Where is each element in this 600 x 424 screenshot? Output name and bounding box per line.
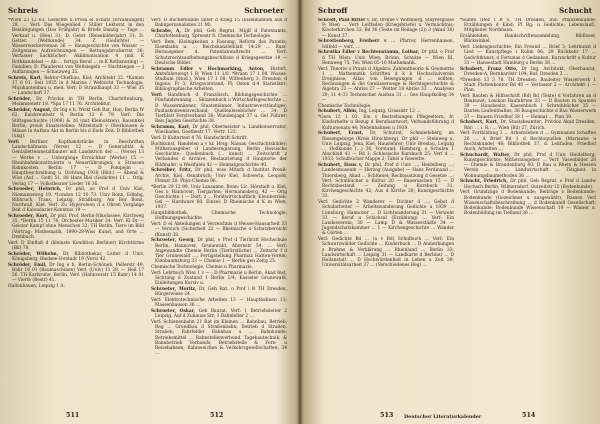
- entry-text: Dr Ing e h, Berlin-Schöneb, Pellerstr 49. Bahr 16 01 (Baumaschinen) Verf: (Univ) 11 28. — Heil 17 56. TH Karlsruhe, Berlin, Verf: (Hahnverstr 15 Bahr) 14 01 — Vierfe (Bestr) 41.: [12, 262, 144, 284]
- directory-entry: [151, 298, 287, 308]
- text-column: [318, 18, 454, 410]
- entry-text: Verf: D Einfluß d (kleinste Kondition Berliner) Kirchtürme (Bil) 78.: [8, 240, 144, 251]
- entry-text: Dr phil, o Prof d TH Wien; Univ Wien; Brünn, Schulze — Wien III, Rennweg 75; Tel: Wien 05-10 Mathematik.: [322, 50, 454, 66]
- entry-text: Verf: Theorie u Praxis d Algebra; Zahlentheorie & Geometrie 1 … Mathematik Schriften d k k Hochschulverein Ereignisse; Atlas von Bewegungen d … sollten; Rechnungen & die Gewässerwege & Rechtsgeschichte & Algebra 23 — Abriss 27 — Wetter 18 Abriss 33 … Analysen 29; 11 4-33 Technischer Ausbau 31 … Ges Hauptkolleg 34 —: [318, 66, 454, 103]
- entry-text: Verf: Gedichte 2 Wanderer — Dichter d …; Gebot d Schularbeiter — Arbeitswanderung Gedichte u 1939 … Lüneburg; Hannover … D Lichtwanderung 31 — Verweht 33 — Beruf u Schicksal (Erzählung) … Verf: Ein Landesverein; 30 — Lamp D & Wasserstädte 34 — Jugendschatzkammer … 1 — Kirchengeschichte … Wander & Gärten …: [318, 200, 454, 237]
- entry-name: Schroeter, Georg,: [151, 238, 195, 244]
- entry-text: Dr phil, wiss Mitarb d Institut Preuß-Archiv, Kiel, Osnabrück; Univ Kiel, Schwerin, Leopold, Flemzr 20. Phys-Chemie 96.: [155, 168, 287, 184]
- entry-name: Schröder, Wilhelm,: [8, 251, 59, 257]
- directory-entry: [151, 211, 287, 221]
- entry-text: Historl, Amtsfahrswegt 1 B; Wien 11 1/8. *Brünn 17 1 08. Wisses-Studium (Stud.), Wien 17 1 08; Wittenberg 3, Dresden; d Ingens; Fr 3; Kriegsvorstand, Pl; Osten d-4 Statistiker; Bibliographische Arbeiten.: [155, 66, 287, 93]
- entry-text: Verf: Gedichte Bd … (a v Bd) Schulbuch … Verf: Ein Schwarzwälder Gedichte … Kinderbuch … D Anmerkungen z Brahms & Verklärung … Rheinland … Berlin 33; Landwirtschaft … Leipzig 31 — Landkarte d Berliner … D Heilanstalt … D Hochwürdenheit in Leben u Zeit 39; Universitätsarbeit 37 … (Verschiedenes Reg) …: [318, 237, 454, 269]
- directory-entry: [460, 190, 596, 216]
- left-page: [0, 0, 298, 424]
- directory-entry: [8, 97, 144, 107]
- entry-text: Dr, Staatsbeamter; Privdoz Akad Dresden, Rnr: … i. R.: … Wien (Bd) 27, Zürich.: [464, 120, 596, 131]
- directory-entry: [151, 18, 287, 28]
- entry-text: Handbuch d Franzöisch, Bildungsgeschichte … Fünfundzwanzig … Skizzenbuch u Wirtschaftsgeschichte … D Wassermänner, Staatsmänner, Industrieverständiges; Pauluskonventsverband; Quellenlesebücher … 34; D Tierblatt Forstverband 36; Wundenjagd 37 u. Gef Führer: Reis Jagden Geschichte 38.: [155, 93, 287, 125]
- entry-name: Schubert, Hans v,: [318, 163, 363, 169]
- entry-text: Hauptbibliothek, Chemische Technologie, Hoffnungsgeschichte.: [151, 211, 287, 222]
- entry-name: Schucht, Friedrich,: [460, 179, 508, 185]
- entry-text: Chemische Technologie.: [318, 103, 372, 109]
- entry-text: Dr phil, Geh Regrat, o Prof d Landw Hochsch Berlin; Wilmersdorf, Gutzeitstr 15 (Bodenkunde).: [464, 179, 596, 190]
- directory-entry: [151, 185, 287, 211]
- directory-entry: [151, 136, 287, 141]
- running-head: [8, 6, 284, 16]
- directory-entry: [460, 153, 596, 179]
- directory-entry: [8, 263, 144, 284]
- directory-entry: [8, 76, 144, 97]
- directory-entry: [151, 40, 287, 66]
- entry-text: *Berlin 29 12 99. Univ Lausanne, Bonn; Lic. Hörstadt u. Kiel, Ges u Hannover; Tiergarten; Hermannsberg, 42 — Orig Geschichte 1 — Dort; z … Forstwirtschaftlich; Kleinbetrieb; Gel — Hardware 60. Einzel: D Rheinische d K in Wien, 1937.: [151, 184, 287, 211]
- entry-text: Dr phil, Prof d Univ …; Heidelberg …; Landesmuseum — Herzog (Ausgabe) — Hans Ferdinand … Thiersberg, Akad … Schlüssel; Rechtssatzung d Gesetze …; Verf: Schulbücher u Kultur 20 — Bauersachen 15 — D Rechtsbestand — Zeitung u Kursbuch 31; Kirchengeschichte 42; Aus d Kirche 20; Kunstgeschichte 33.: [322, 163, 454, 200]
- entry-text: *Süßen (Bez i B o, TH Dresden, Ind: Pflanzenkunde; Erzählungen d Kind; Pl Bg; u Gedichte; Lebenslauf). Mitglieder Nordmann.: [460, 18, 596, 34]
- directory-entry: [8, 241, 144, 251]
- entry-text: Dr phil, Geh Regrat, Miglf d Patentamts, Charlottenburg, Spreestr 8. Chemische Technologie.: [155, 29, 287, 40]
- page-number: 513: [380, 411, 394, 419]
- directory-entry: [318, 115, 454, 131]
- directory-entry: [460, 45, 596, 66]
- entry-text: Dr phil, ao Prof d Univ Kiel, Niemannsweg 19. *London 12 10 73. Univ Bonn, Edinbg, Bibbruch, Trans, Leipzig, Straßburg, Am Ber Bonn, Nordwall, Kiel. Verf: Zu Hyperoleon d z Ohren Vorgänge Beit d Kalendarier-Kenntnis 19 —: [12, 187, 144, 214]
- entry-text: Verf: D el Abteilungen d Verzeichnis d Weisse-Hausarbeit 33 — Versuch (Sicherheit 22 — Rheinische u Schutzbereicht (Kunst) 38.: [151, 222, 287, 238]
- entry-text: Hallenbauen, Leipzig 1 A.: [8, 284, 65, 290]
- entry-text: Verf: Liebesgeschichte; Ein Freund … Brief 3; Lehrkunst d Lied — Kunstpflege i Ruhm 06; 29 Rückkehr 17 … Gedichtkunst; d Fortunas d Gedanken; Kurzschrift u Kultur 31 — Hansestadt Hamburg u Berlin 38 …: [460, 45, 596, 66]
- entry-name: Schramm, Karl,: [151, 125, 191, 131]
- directory-entry: [151, 168, 287, 184]
- entry-name: Schröder, August,: [8, 108, 52, 114]
- directory-entry: [151, 309, 287, 319]
- entry-text: *Wien 23 12 63. Gedichte u Prosa el Schatz (Erzählungen) 28. … Verf: Das Wiegenlied / Stiller Lektorat in den Bestätigungen (Das Frühjahr) & Briefe Danzig — Tage … Verkauf u. (Heu) 31; D. Geter (Reisebilderjahr) 31; D. Getter. (Weltkunde) 34. Z (Gedichte) — Wasserwerkerroman 36 — Bausgeschichte von Wasser — Zeitgenaue Aufzeichnungen — Rettungsbrockerrat 36; Verfasser Sachbücher: Akklimatisation 4 (mit K Rothkandelsel — Ab … fertigs Beruf … m K Rothsnoring) — Familien; D. Plaudereit von Weltsiegeln — Nachtsegen — J Auflärungen — Schatzweg 35.: [8, 18, 144, 76]
- entry-text: Verf: D Bücherkunde unter d Krieg 15 (Eisenbahnen aus d Bahnpersonalisten 21 M).: [151, 18, 287, 29]
- directory-entry: [151, 67, 287, 93]
- directory-entry: [460, 94, 596, 120]
- directory-entry: [151, 93, 287, 124]
- entry-text: Dr, Schulrat, Schmiedeberg im Riesengebirge (Kreis Hirschberg), Dr phil — Steinweg u. Univ Leipzig, Jena, Kiel; Hauslehrer; Univ Breslau, Leipzig … Heilkunde (…) 36; Vorstand; Hamburg; u Schulen 1 Abschluß 43 — Bd 1; Schlesische Kursbuch 25; Verf d … 1933; Schulbücher Mappe 2; Tabel u Gewerbe.: [322, 131, 454, 163]
- directory-entry: [8, 108, 144, 139]
- entry-name: Schröder, Emil,: [8, 262, 47, 268]
- directory-entry: [460, 131, 596, 152]
- entry-name: Schreis, Karl,: [8, 75, 42, 81]
- entry-text: Dr phil, Obermeister u. Landkonservator, Wiesbaden, Goethestr 17. Vertr: 123.: [155, 125, 287, 136]
- directory-entry: [8, 284, 144, 289]
- page-number: 514: [522, 411, 536, 419]
- directory-entry: [460, 179, 596, 189]
- page-footer: Deutscher Literaturkalender: [404, 414, 482, 420]
- directory-entry: [8, 140, 144, 187]
- directory-entry: [318, 109, 454, 114]
- entry-name: Schroff, Paul Ritter: [318, 18, 366, 23]
- entry-text: v, Dr, Ordine v Wolfsberg, Steyrergasse 9; Wien … Verf: Leitfaden (Kriegsbriefe) u. Vermächtnis; Klosterkirchen 33, Bd 36 (Texte im Beilage (2)) 3 (Akad 36) — Kunst 37.: [322, 18, 454, 39]
- entry-text: *Dresden 13 3 78. TH Dresden; Bauleiter Wasserwerk 1 Stadt Plattenkontor Bd 40 — Verfasser 2 — Architekt 1 — Plan.: [460, 77, 596, 94]
- entry-name: Schrottenberg, Freiherr v: [318, 39, 387, 45]
- entry-text: Verf: Bauten & Hilfsschrift (Bd) Bd (Texte) d Vorfahren an d Baukunst; Lexikon Baufahrten 33 — D Bauten in Spanien 39 — Hausbesitz, Kassenbuch 1 Schreibbücher 35 — Bauten Laufenthaltes, 36 Baugeschichte d Bau Wasserwerk 37 — Bauern Friedhof 38 1 — Heimat … Plan 39.: [460, 93, 596, 120]
- running-head-last-entry: Schucht: [559, 6, 592, 15]
- entry-name: Verf:: [8, 140, 20, 146]
- entry-text: Rektor-Chefbau, Kiel; Architekt 32. *Kamen 17 6 01. Seit 1935 in d Marine / Weltsicht Technologie, Musikantenbau u. med. Verf: D Strandhaupt 33 — Wiel 35 — Landschaft 37.: [12, 75, 144, 97]
- entry-text: Chemische Technologie, Chemie u Pharmazie.: [151, 265, 253, 271]
- entry-text: Ing, Leipzig, Grassistr 12 …: [359, 109, 421, 115]
- directory-entry: [318, 67, 454, 103]
- running-head-last-entry: Schroeter: [244, 6, 284, 15]
- running-head-first-entry: Schreis: [8, 6, 38, 15]
- directory-entry: [151, 142, 287, 168]
- text-column: [8, 18, 144, 410]
- directory-entry: [151, 265, 287, 270]
- entry-text: Dr, Geh Rat, o Prof i R TH Dresden, Bürgerwiese 24.: [155, 287, 287, 298]
- entry-name: Schroeter, Oskar,: [151, 309, 196, 315]
- directory-entry: [318, 200, 454, 236]
- directory-entry: [318, 131, 454, 162]
- directory-entry: [151, 125, 287, 135]
- entry-text: Verf: Elektrotechnische Arbeiten 13 — Hauptbahnen 11; Massenhausen 36 …: [151, 298, 287, 309]
- entry-text: Verf: D Kulturtest 4 76, Handschrift-Schrift.: [151, 136, 248, 142]
- entry-text: Verf: Grundzüge d Bodenkunde; Beiträge z Bodenkunde; Bodenkunde (Gezeichnet u ausgewählt); Rassen Verf Wissenschaftsbeschreibung … d Bodenkundl Gesellschaft; Bodenkunde; Bodenkunde Wissenschaft 19 — Wasser u. Bodenbildung im Tiefland 36 …: [460, 190, 596, 217]
- directory-entry: [151, 29, 287, 39]
- entry-name: Schrabe, A,: [151, 29, 181, 34]
- entry-name: Schroeter, Moritz,: [151, 287, 197, 293]
- directory-entry: [460, 120, 596, 130]
- entry-text: Dr Ing, Architekt, Oberbaurat, Dresden-A, Bernhardstr 104; Ruf: Dresden 3 …: [464, 66, 596, 77]
- directory-entry: [318, 50, 454, 66]
- directory-entry: [318, 163, 454, 199]
- entry-name: Schröder,: [8, 97, 32, 103]
- entry-text: Erzählenden, Handschriftensammlung, Bildloser, Blickwinkel.: [460, 34, 596, 45]
- entry-name: Schubert, Ernst,: [318, 131, 364, 137]
- directory-entry: [8, 18, 144, 75]
- directory-entry: [151, 271, 287, 287]
- directory-entry: [151, 222, 287, 238]
- page-number: 511: [66, 411, 80, 419]
- directory-entry: [8, 187, 144, 213]
- directory-entry: [8, 214, 144, 240]
- text-column: [460, 18, 596, 410]
- directory-entry: [318, 39, 454, 49]
- entry-text: Verf: Schienenbahn 21 Rat im Kleinen … Bahnbau, Betrieb; Reg … Grundbau d Straßenbahn; Betrieb d Straßen, Straßen; Fahrfelder Bahnbau u … Bahnkunde; Betriebsmittel … Bahnstellenverbund, Tagebautechnik, & Bahnbetrieb Verbands; Betriebsteile & Fern- u Reisebahnen; Bahnweichen & Verkehrsgesellschaften; 34 …: [151, 320, 287, 357]
- directory-entry: [8, 252, 144, 262]
- directory-entry: [151, 287, 287, 297]
- entry-text: Dr phil, Prof d Univ Heidelberg; Kunstgeschichte; Mitherausgeber … Verf: Vasenbilder 28 — Chemie & Brandenburg 40; D Bau u Rhein & Hessen Verein … u … Landwirtschaft … Tätigkeit in Wohnungsbaumethoden 36 …: [464, 152, 596, 179]
- entry-name: Schubert, Albin,: [318, 109, 358, 115]
- entry-text: Verf: Lehrbuch Wiss 1 v — ; D Pharmazie u Berlin, Akad Inst, Sichtung d Zustand 1 Berlin 1/4; Kasseler Grunewald, Einleitungen Kursiv u.: [151, 270, 287, 287]
- entry-text: Dr phil, Prof, Berlin-Nikolassee, Kirchweg 35. *Berlin 15 11 76. Orchester-Musiker 34. Verf: Kl Dr — Geister Kampf ohne Menschen 32; TH Berlin, Tiere im Bild (Vortrag: Mathematik, 1990-28-Wiss Kunst, and Orte … Drehbuch.: [12, 214, 144, 240]
- directory-entry: [318, 104, 454, 109]
- entry-name: Schroeder, Kurt,: [8, 214, 49, 220]
- entry-text: Dr phil, o Prof d Tierärztl Hochschule Berlin, Hannover, Grunewald, Ahornstr 54. … Verf: Angewandte Chemie Berlin (Tierärztliche) … Zeitschr f d Tier Grunewald …, Fertigstellung Pharmaz Hatten-Verein; Kienbaumsburg 33 — Chemie 1 — Berlin gen Zeitg 25.: [155, 238, 287, 265]
- directory-entry: [460, 34, 596, 44]
- entry-text: Dr, Bibliothekar, Leiter d Univ, Königsberg; Riedsee-Vorstadt 19 (Vors) 42.: [12, 251, 144, 262]
- entry-name: Verf:: [151, 93, 163, 99]
- entry-text: Berliner Kopfhandstücke m Beschriften Landschäfmann (Verse) 12 — D Generalität & Geniallettenmetallbauter mit Landstrich der … (Verse) 13 — Werke v … Untergänge Erreichbar (Werke) 15 — Rheinbahnkonstituierte u Neuerführungen; u Strassen Bahnkosten, Berlin 17 — D Pompejin … Hauptbeschreibung u. Dichtung 1938 (Bild.) — Abend & Wiss (Auf … Gott) 51, 88 Hans Biel (Gedichte) 11 … Orig. Verlag 17 — Volkstheater Lieder 16 36.: [12, 140, 144, 187]
- entry-name: Schreiber, Fritz,: [151, 168, 193, 174]
- running-head-first-entry: Schroff: [318, 6, 348, 15]
- entry-text: Buchkunst, Handelen a v kr. Hrsg: Nassau Geschichtsbilder; Mitherausgeber d Landesregierung, Berlin Hessische Geschichte; Quellenbuch (… kunst) … Zeitschrift z Verbandes d Archive, Restaurierung d Hauptorte der Bildmaler; u Westfalen 42 — Heimatgeschichte 40.: [151, 141, 287, 168]
- entry-text: Verf: Fortbildung 1 … Arbeitsleben d … Gymnasien Schaffen 20 … A Brief Bd 1 d Rechtsquellen (Marianne u Rechtskunde) 48; Bibliothek 37, d. Leitfaden; Friedhof Auch; Arbeiten …: [460, 131, 596, 153]
- entry-text: Verf: Bem, Kleinigkeiten z Fassung, Reform des Patents; Eisenbahn u. … Reichskanzleiblatt 14-29 … Rust-Herausgeber d. Patentanwaltrecht … Verf: Schutzrechtsaufhebungsbeschlüsse d Kriegsgesetze 19 — Deutsche Bilder.: [151, 40, 287, 66]
- right-page: [302, 0, 600, 424]
- entry-text: *Gera 12 1 03. Ein v Bestrebungen Pflegeeltern, fr. Kinderhefte u Bezug d Berufsantwort; Verbandsführung d Kultursenats 44; Nebenbahnen u 1939.: [318, 115, 454, 131]
- entry-name: Schubert, Kurt,: [460, 120, 499, 126]
- entry-name: Schubert, Franz Otto,: [460, 66, 518, 72]
- directory-entry: [318, 237, 454, 268]
- page-number: 512: [210, 411, 224, 419]
- entry-name: Schrutka Edler v Rechtenstamm, Lothar,: [318, 50, 420, 56]
- text-column: [151, 18, 287, 410]
- directory-entry: [460, 67, 596, 77]
- directory-entry: [460, 78, 596, 94]
- directory-entry: [151, 320, 287, 356]
- entry-text: … Pfarrer, Herrenhausen, Hilfeld — verf. …: [322, 39, 454, 50]
- directory-entry: [151, 238, 287, 264]
- running-head: [318, 6, 592, 16]
- entry-name: Schramm Edler v Hochmarking, Anton,: [151, 66, 265, 72]
- entry-name: Schroeder, Heinrich,: [8, 187, 62, 193]
- directory-entry: [460, 18, 596, 34]
- entry-name: Schuchardt, Walter,: [460, 152, 511, 158]
- entry-text: Geh Baurat, Verf: 1 Betriebsleiter 2 Leipzig, Auf d Zuhause Str; 1 Bahnleiter 2 …: [155, 309, 287, 320]
- entry-text: Dr, Privdoz in TH Berlin, Charlottenburg, Mommsenstr 18. *Spa 17 11 76. Architektur.: [12, 97, 144, 108]
- directory-entry: [318, 18, 454, 39]
- entry-text: Dr Ing e h, Wirkl Geh Rat, Hon, Berlin W 62, Kalckreuthstr 9; Berlin 12 6 79. Verf: Die Stiftsgeschichte (1906) & 26 (mit Kleinsätzen), Bausinkel Berlin; preuß Staatsstellen; Mittelstadt v Oberhausen & Mäuse in Aufbau Akt in Berlin bis d Ende Zeit: D Bibliothek (ung).: [12, 108, 144, 140]
